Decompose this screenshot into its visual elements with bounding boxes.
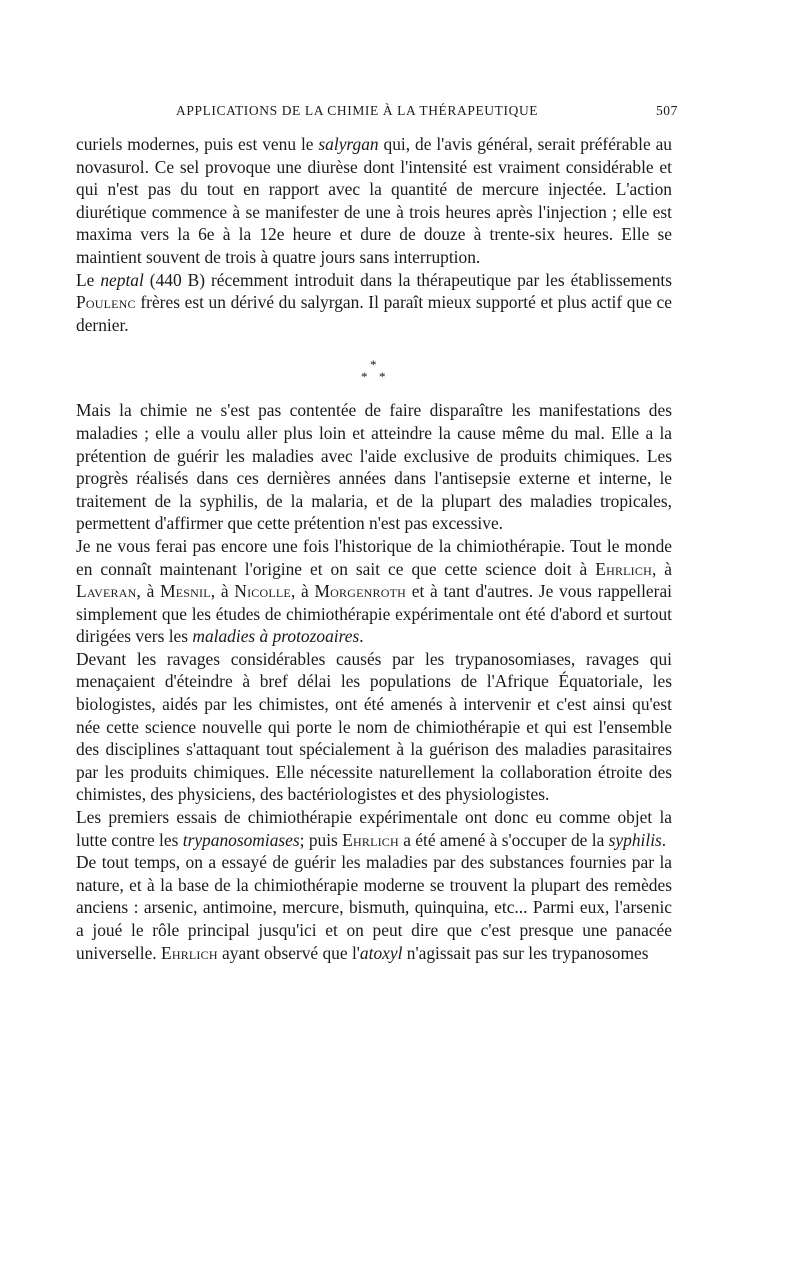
text-run: et à tant d'autres. Je vous rappellerai simplement que les études de chimiothérapie expérimentale ont été d'abord et surtout dirigées vers les [76, 581, 672, 647]
paragraph-7 [76, 851, 672, 964]
name-mesnil: Mesnil [160, 581, 211, 602]
paragraph-1 [76, 133, 672, 269]
paragraph-5: Devant les ravages considérables causés par les trypanosomiases, ravages qui menaçaient d'éteindre à bref délai les populations de l'Afrique Équatoriale, les biologistes, aidés par les chimistes, ont été amenés à intervenir et c'est ainsi qu'est née cette science nouvelle qui porte le nom de chimiothérapie et qui est l'ensemble des disciplines s'attaquant tout spécialement à la guérison des maladies parasitaires par les produits chimiques. Elle nécessite naturellement la collaboration étroite des chimistes, des physiciens, des bactériologistes et des physiologistes. [76, 648, 672, 805]
text-run: . [661, 829, 667, 850]
name-laveran: Laveran [76, 581, 137, 602]
paragraph-4 [76, 535, 672, 648]
term-atoxyl: atoxyl [359, 942, 403, 963]
paragraph-6 [76, 806, 672, 851]
running-title: APPLICATIONS DE LA CHIMIE À LA THÉRAPEUTIQUE [176, 103, 539, 118]
text-run: ayant observé que l' [217, 942, 360, 963]
name-ehrlich: Ehrlich [342, 829, 399, 850]
running-header [76, 103, 678, 125]
body-text [76, 133, 672, 964]
asterism-star: * [361, 369, 368, 385]
asterism-star: * [370, 357, 377, 373]
page-number: 507 [655, 103, 678, 118]
name-ehrlich: Ehrlich [595, 558, 652, 579]
text-run: a été amené à s'occuper de la [398, 829, 609, 850]
term-trypanosomiases: trypanosomiases [182, 829, 300, 850]
text-run: curiels modernes, puis est venu le [76, 134, 319, 154]
asterism-star: * [379, 369, 386, 385]
text-run: Les premiers essais de chimiothérapie expérimentale ont donc eu comme objet la lutte contre les [76, 807, 672, 850]
text-run: n'agissait pas sur les trypanosomes [402, 942, 649, 963]
term-neptal: neptal [100, 269, 144, 290]
text-run: Je ne vous ferai pas encore une fois l'historique de la chimiothérapie. Tout le monde en connaît maintenant l'origine et on sait ce que cette science doit à [76, 535, 672, 579]
text-run: qui, de l'avis général, serait préférable au novasurol. Ce sel provoque une diurèse dont l'intensité est vraiment considérable et qui n'est pas du tout en rapport avec la quantité de mercure injectée. L'action diurétique commence à se manifester de une à trois heures après l'injection ; elle est maxima vers la 6e à la 12e heure et dure de douze à trente-six heures. Elle se maintient souvent de trois à quatre jours sans interruption. [76, 134, 672, 267]
paragraph-3: Mais la chimie ne s'est pas contentée de faire disparaître les manifestations des maladies ; elle a voulu aller plus loin et atteindre la cause même du mal. Elle a la prétention de guérir les maladies avec l'aide exclusive de produits chimiques. Les progrès réalisés dans ces dernières années dans l'antisepsie externe et interne, le traitement de la syphilis, de la malaria, et de la plupart des maladies tropicales, permettent d'affirmer que cette prétention n'est pas excessive. [76, 400, 672, 534]
text-run: De tout temps, on a essayé de guérir les maladies par des substances fournies par la nature, et à la base de la chimiothérapie moderne se trouvent la plupart des remèdes anciens : arsenic, antimoine, mercure, bismuth, quinquina, etc... Parmi eux, l'arsenic a joué le rôle principal jusqu'ici et on peut dire que c'est presque une panacée universelle. [76, 852, 672, 963]
term-salyrgan: salyrgan [318, 134, 379, 154]
text-run: (440 B) récemment introduit dans la thérapeutique par les établissements [143, 269, 672, 290]
paragraph-2 [76, 269, 672, 337]
text-run: , à [651, 558, 673, 579]
text-run: Le [76, 269, 101, 290]
text-run: , à [136, 581, 161, 602]
term-syphilis: syphilis [608, 829, 662, 850]
text-run: ; puis [299, 829, 343, 850]
text-run: , à [290, 581, 315, 602]
section-separator [76, 336, 672, 399]
text-run: . [359, 626, 364, 647]
text-run: frères est un dérivé du salyrgan. Il paraît mieux supporté et plus actif que ce dernier. [76, 292, 672, 335]
name-nicolle: Nicolle [234, 581, 291, 602]
name-morgenroth: Morgenroth [314, 581, 406, 602]
text-run: , à [210, 581, 235, 602]
term-maladies-protozoaires: maladies à protozoaires [192, 626, 360, 647]
name-poulenc: Poulenc [76, 292, 136, 313]
name-ehrlich: Ehrlich [161, 942, 218, 963]
